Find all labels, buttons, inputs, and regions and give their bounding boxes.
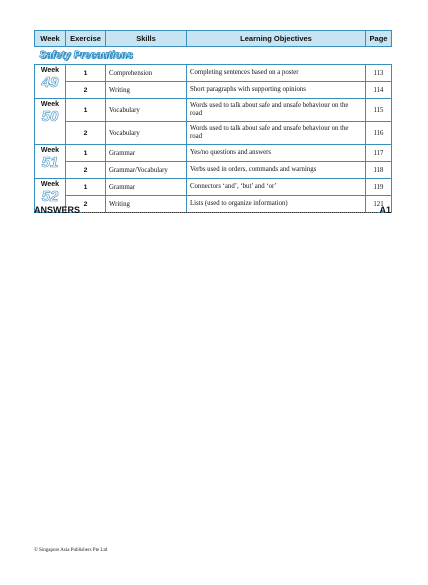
table-row bbox=[35, 179, 392, 196]
objective-cell: Verbs used in orders, commands and warnings bbox=[187, 162, 366, 179]
week-label: Week bbox=[40, 147, 60, 154]
week-number: 49 bbox=[41, 74, 59, 91]
week-number: 50 bbox=[41, 108, 59, 125]
skill-cell: Grammar/Vocabulary bbox=[106, 162, 187, 179]
objective-cell: Lists (used to organize information) bbox=[187, 196, 366, 213]
exercise-number: 2 bbox=[66, 196, 106, 213]
page-number: 114 bbox=[366, 82, 392, 99]
table-row bbox=[35, 65, 392, 82]
week-label: Week bbox=[40, 67, 60, 74]
exercise-number: 2 bbox=[66, 162, 106, 179]
header-page: Page bbox=[366, 31, 392, 47]
week-number: 51 bbox=[41, 154, 59, 171]
skill-cell: Grammar bbox=[106, 179, 187, 196]
table-of-contents bbox=[34, 30, 391, 213]
exercise-number: 2 bbox=[66, 122, 106, 145]
week-number: 52 bbox=[41, 188, 59, 205]
exercise-number: 1 bbox=[66, 179, 106, 196]
header-skills: Skills bbox=[106, 31, 187, 47]
exercise-number: 1 bbox=[66, 99, 106, 122]
skill-cell: Vocabulary bbox=[106, 99, 187, 122]
objective-cell: Short paragraphs with supporting opinions bbox=[187, 82, 366, 99]
header-objectives: Learning Objectives bbox=[187, 31, 366, 47]
table-row bbox=[35, 122, 392, 145]
page-number: 116 bbox=[366, 122, 392, 145]
skill-cell: Comprehension bbox=[106, 65, 187, 82]
objective-cell: Completing sentences based on a poster bbox=[187, 65, 366, 82]
skill-cell: Vocabulary bbox=[106, 122, 187, 145]
week-cell bbox=[35, 145, 66, 179]
page-number: 117 bbox=[366, 145, 392, 162]
skill-cell: Writing bbox=[106, 82, 187, 99]
section-title: Safety Precautions bbox=[39, 50, 134, 61]
copyright-footer: © Singapore Asia Publishers Pte Ltd bbox=[34, 548, 108, 553]
contents-table bbox=[34, 30, 392, 213]
dot-leader bbox=[82, 205, 377, 213]
page-number: 118 bbox=[366, 162, 392, 179]
objective-cell: Connectors ‘and’, ‘but’ and ‘or’ bbox=[187, 179, 366, 196]
page-number: 121 bbox=[366, 196, 392, 213]
exercise-number: 1 bbox=[66, 65, 106, 82]
header-row bbox=[35, 31, 392, 47]
objective-cell: Words used to talk about safe and unsafe behaviour on the road bbox=[187, 122, 366, 145]
section-row bbox=[35, 47, 392, 65]
skill-cell: Grammar bbox=[106, 145, 187, 162]
answers-label: ANSWERS bbox=[34, 205, 81, 215]
objective-cell: Yes/no questions and answers bbox=[187, 145, 366, 162]
page-number: 119 bbox=[366, 179, 392, 196]
table-row bbox=[35, 99, 392, 122]
objective-cell: Words used to talk about safe and unsafe behaviour on the road bbox=[187, 99, 366, 122]
week-label: Week bbox=[40, 101, 60, 108]
table-row bbox=[35, 82, 392, 99]
header-week: Week bbox=[35, 31, 66, 47]
week-label: Week bbox=[40, 181, 60, 188]
week-cell bbox=[35, 65, 66, 99]
answers-page: A1 bbox=[379, 205, 391, 215]
exercise-number: 2 bbox=[66, 82, 106, 99]
exercise-number: 1 bbox=[66, 145, 106, 162]
answers-line bbox=[34, 205, 391, 215]
table-row bbox=[35, 145, 392, 162]
table-row bbox=[35, 162, 392, 179]
skill-cell: Writing bbox=[106, 196, 187, 213]
header-exercise: Exercise bbox=[66, 31, 106, 47]
page-number: 113 bbox=[366, 65, 392, 82]
page-number: 115 bbox=[366, 99, 392, 122]
week-cell bbox=[35, 99, 66, 145]
